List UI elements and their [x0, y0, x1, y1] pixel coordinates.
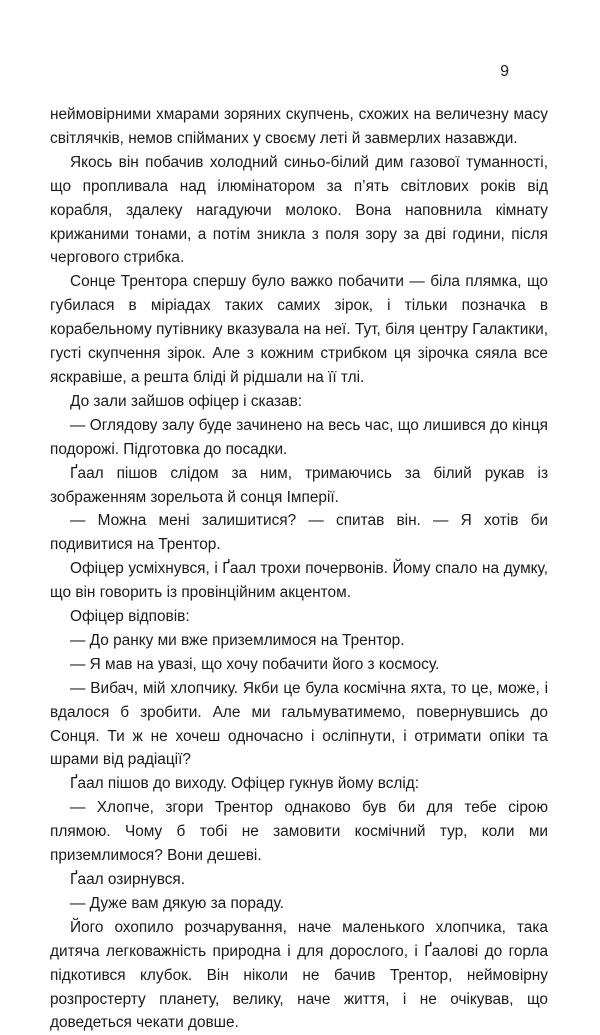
dialogue-paragraph: — До ранку ми вже приземлимося на Трентор.	[70, 631, 405, 649]
paragraph: Ґаал озирнувся.	[70, 871, 186, 888]
paragraph: Якось він побачив холодний синьо-білий дим газової туманності, що пропливала над ілюмінатором за п’ять світлових років від корабля, здалеку нагадуючи молоко. Вона наповнила кімнату крижаними тонами, а потім зникла з поля зору за дві години, після чергового стрибка.	[50, 153, 548, 267]
paragraph: Офіцер відповів:	[70, 608, 190, 626]
paragraph: Ґаал пішов до виходу. Офіцер гукнув йому вслід:	[70, 775, 420, 793]
paragraph: До зали зайшов офіцер і сказав:	[70, 392, 303, 410]
dialogue-paragraph: — Я мав на увазі, що хочу побачити його з космосу.	[70, 655, 440, 673]
paragraph: Офіцер усміхнувся, і Ґаал трохи почервонів. Йому спало на думку, що він говорить із провінційним акцентом.	[50, 560, 548, 602]
dialogue-paragraph: — Оглядову залу буде зачинено на весь час, що лишився до кінця подорожі. Підготовка до посадки.	[50, 416, 548, 458]
paragraph: Його охопило розчарування, наче маленького хлопчика, така дитяча легковажність природна і для дорослого, і Ґаалові до горла підкотився клубок. Він ніколи не бачив Трентор, неймовірну розпростерту планету, велику, наче життя, і не очікував, що доведеться чекати довше.	[50, 918, 548, 1032]
dialogue-paragraph: — Дуже вам дякую за пораду.	[70, 894, 284, 912]
paragraph-continuation: неймовірними хмарами зоряних скупчень, схожих на величезну масу світлячків, немов спійманих у своєму леті й завмерлих назавжди.	[50, 106, 548, 147]
paragraph: Ґаал пішов слідом за ним, тримаючись за білий рукав із зображенням зорельота й сонця Імперії.	[50, 464, 548, 506]
paragraph: Сонце Трентора спершу було важко побачити — біла плямка, що губилася в міріадах таких самих зірок, і тільки позначка в корабельному путівнику вказувала на неї. Тут, біля центру Галактики, густі скупчення зірок. Але з кожним стрибком ця зірочка сяяла все яскравіше, а решта бліді й рідшали на її тлі.	[50, 273, 548, 386]
dialogue-paragraph: — Вибач, мій хлопчику. Якби це була космічна яхта, то це, може, і вдалося б зробити. Але ми гальмуватимемо, повернувшись до Сонця. Ти ж не хочеш одночасно і осліпнути, і отримати опіки та шрами від радіації?	[50, 679, 548, 769]
page-number: 9	[500, 63, 509, 80]
dialogue-paragraph: — Хлопче, згори Трентор однаково був би для тебе сірою плямою. Чому б тобі не замовити космічний тур, коли ми приземлимося? Вони дешеві.	[50, 799, 548, 865]
body-text	[50, 103, 548, 1035]
dialogue-paragraph: — Можна мені залишитися? — спитав він. — Я хотів би подивитися на Трентор.	[50, 512, 548, 554]
